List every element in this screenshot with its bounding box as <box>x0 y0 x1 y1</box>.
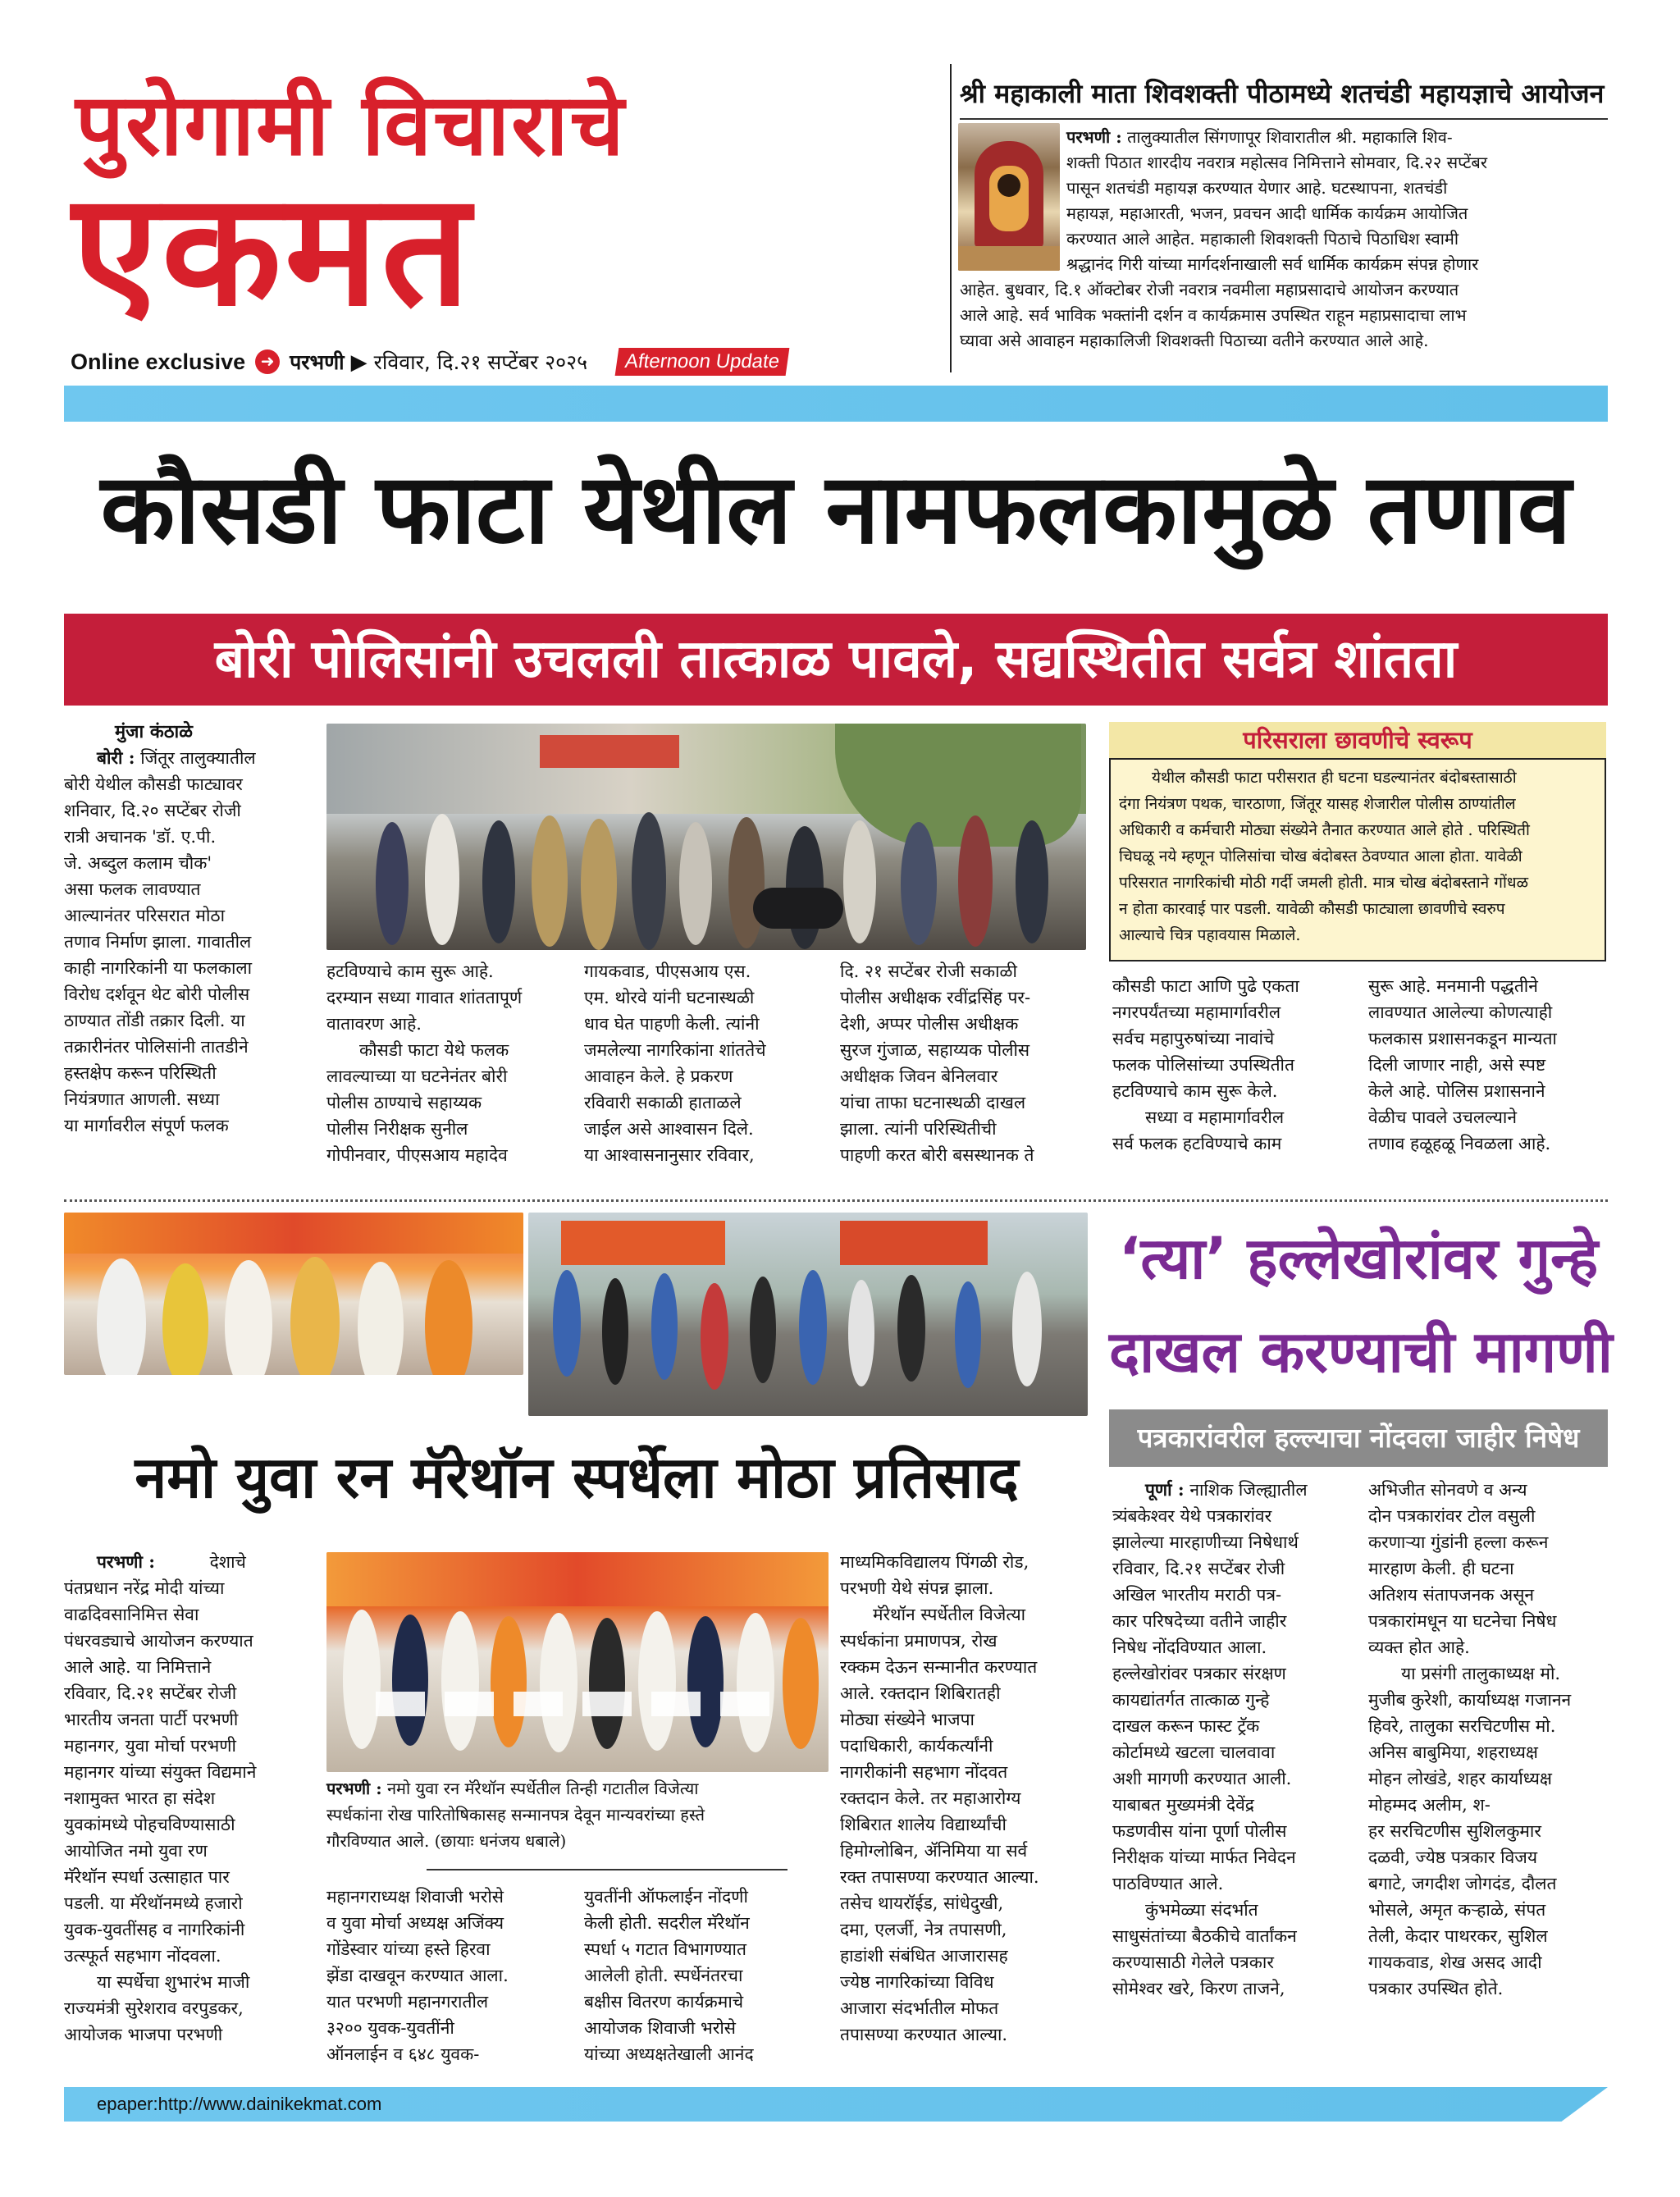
attack-col-2: अभिजीत सोनवणे व अन्य दोन पत्रकारांवर टोल वसुली करणाऱ्या गुंडांनी हल्ला करून मारहाण केली. ही घटना अतिशय संतापजनक असून पत्रकारांमधून या घटनेचा निषेध व्यक्त होत आहे. या प्रसंगी तालुकाध्यक्ष मो. मुजीब कुरेशी, कार्याध्यक्ष गजानन हिवरे, तालुका सरचिटणीस मो. अनिस बाबुमिया, शहराध्यक्ष मोहन लोखंडे, शहर कार्याध्यक्ष मोहम्मद अलीम, श- हर सरचिटणीस सुशिलकुमार दळवी, ज्येष्ठ पत्रकार विजय बगाटे, जगदीश जोगदंड, दौलत भोसले, अमृत कऱ्हाळे, संपत तेली, केदार पाथरकर, सुशिल गायकवाड, शेख असद आदी पत्रकार उपस्थित होते. <box>1368 1480 1572 1998</box>
play-icon: ▶ <box>350 349 368 374</box>
lead-col-1: बोरी : जिंतूर तालुक्यातील बोरी येथील कौसडी फाट्यावर शनिवार, दि.२० सप्टेंबर रोजी रात्री अचानक 'डॉ. ए.पी. जे. अब्दुल कलाम चौक' असा फलक लावण्यात आल्यानंतर परिसरात मोठा तणाव निर्माण झाला. गावातील काही नागरिकांनी या फलकाला विरोध दर्शवून थेट बोरी पोलीस ठाण्यात तोंडी तक्रार दिली. या तक्रारीनंतर पोलिसांनी तातडीने हस्तक्षेप करून परिस्थिती नियंत्रणात आणली. सध्या या मार्गावरील संपूर्ण फलक <box>64 747 256 1135</box>
lead-col-6: सुरू आहे. मनमानी पद्धतीने लावण्यात आलेल्या कोणत्याही फलकास प्रशासनकडून मान्यता दिली जाणार नाही, असे स्पष्ट केले आहे. पोलिस प्रशासनाने वेळीच पावले उचलल्याने तणाव हळूहळू निवळला आहे. <box>1368 976 1557 1153</box>
prize-distribution-photo <box>326 1552 829 1772</box>
masthead-logo: एकमत <box>72 159 473 340</box>
lamp-lighting-photo <box>64 1213 523 1375</box>
lead-byline: मुंजा कंठाळे <box>115 721 193 742</box>
top-story-headline: श्री महाकाली माता शिवशक्ती पीठामध्ये शतचंडी महायज्ञाचे आयोजन <box>960 78 1605 109</box>
caption-rule <box>427 1869 788 1870</box>
namo-col-4: माध्यमिकविद्यालय पिंगळी रोड, परभणी येथे संपन्न झाला. मॅरेथॉन स्पर्धेतील विजेत्या स्पर्धकांना प्रमाणपत्र, रोख रक्कम देऊन सन्मानीत करण्यात आले. रक्तदान शिबिरातही मोठ्या संख्येने भाजपा पदाधिकारी, कार्यकर्त्यांनी नागरीकांनी सहभाग नोंदवत रक्तदान केले. तर महाआरोग्य शिबिरात शालेय विद्यार्थ्यांची हिमोग्लोबिन, ॲनिमिया या सर्व रक्त तपासण्या करण्यात आल्या. तसेच थायरॉईड, सांधेदुखी, दमा, एलर्जी, नेत्र तपासणी, हाडांशी संबंधित आजारासह ज्येष्ठ नागरिकांच्या विविध आजारा संदर्भातील मोफत तपासण्या करण्यात आल्या. <box>840 1552 1039 2044</box>
lead-dateline: बोरी : <box>97 747 135 768</box>
city-label: परभणी <box>290 350 345 374</box>
attack-dateline: पूर्णा : <box>1145 1479 1185 1500</box>
dateline-bar <box>71 345 928 379</box>
lead-col-5: कौसडी फाटा आणि पुढे एकता नगरपर्यंतच्या महामार्गावरील सर्वच महापुरुषांच्या नावांचे फलक पोलिसांच्या उपस्थितीत हटविण्याचे काम सुरू केले. सध्या व महामार्गावरील सर्व फलक हटविण्याचे काम <box>1112 976 1299 1153</box>
caption-dateline: परभणी : <box>326 1779 382 1798</box>
afternoon-update-badge: Afternoon Update <box>615 348 790 376</box>
top-story-rule <box>960 118 1608 120</box>
crowd-photo <box>326 724 1086 950</box>
prize-photo-caption: परभणी : नमो युवा रन मॅरेथॉन स्पर्धेतील तिन्ही गटातील विजेत्या स्पर्धकांना रोख पारितोषिकासह सन्मानपत्र देवून मान्यवरांच्या हस्ते गौरविण्यात आले. (छायाः धनंजय धबाले) <box>326 1779 705 1851</box>
namo-col-2: महानगराध्यक्ष शिवाजी भरोसे व युवा मोर्चा अध्यक्ष अजिंक्य गोंडेस्वार यांच्या हस्ते हिरवा झेंडा दाखवून करण्यात आला. यात परभणी महानगरातील ३२०० युवक-युवतींनी ऑनलाईन व ६४८ युवक- <box>326 1887 509 2064</box>
edition-date: रविवार, दि.२१ सप्टेंबर २०२५ <box>373 350 588 374</box>
lead-col-4: दि. २१ सप्टेंबर रोजी सकाळी पोलीस अधीक्षक रवींद्रसिंह पर- देशी, अप्पर पोलीस अधीक्षक सुरज गुंजाळ, सहाय्यक पोलीस अधीक्षक जिवन बेनिलवार यांचा ताफा घटनास्थळी दाखल झाला. त्यांनी परिस्थितीची पाहणी करत बोरी बसस्थानक ते <box>840 961 1034 1165</box>
namo-col-1: परभणी : देशाचे पंतप्रधान नरेंद्र मोदी यांच्या वाढदिवसानिमित्त सेवा पंधरवड्याचे आयोजन करण्यात आले आहे. या निमित्ताने रविवार, दि.२१ सप्टेंबर रोजी भारतीय जनता पार्टी परभणी महानगर, युवा मोर्चा परभणी महानगर यांच्या संयुक्त विद्यमाने नशामुक्त भारत हा संदेश युवकांमध्ये पोहचविण्यासाठी आयोजित नमो युवा रण मॅरेथॉन स्पर्धा उत्साहात पार पडली. या मॅरेथॉनमध्ये हजारो युवक-युवतींसह व नागरिकांनी उत्स्फूर्त सहभाग नोंदवला. या स्पर्धेचा शुभारंभ माजी राज्यमंत्री सुरेशराव वरपुडकर, आयोजक भाजपा परभणी <box>64 1551 257 2044</box>
top-blue-band <box>64 386 1608 422</box>
epaper-url[interactable]: epaper:http://www.dainikekmat.com <box>97 2094 382 2114</box>
attack-headline-1: ‘त्या’ हल्लेखोरांवर गुन्हे <box>1118 1225 1599 1292</box>
top-story-body-wide: आहेत. बुधवार, दि.१ ऑक्टोबर रोजी नवरात्र नवमीला महाप्रसादाचे आयोजन करण्यात आले आहे. सर्व भाविक भक्तांनी दर्शन व कार्यक्रमास उपस्थित राहून महाप्रसादाचा लाभ घ्यावा असे आवाहन महाकालिजी शिवशक्ती पिठाच्या वतीने करण्यात आले आहे. <box>960 280 1467 350</box>
online-exclusive-label: Online exclusive <box>71 349 246 374</box>
temple-photo <box>958 123 1060 271</box>
attack-subhead: पत्रकारांवरील हल्ल्याचा नोंदवला जाहीर निषेध <box>1137 1422 1580 1454</box>
camp-box-body: येथील कौसडी फाटा परीसरात ही घटना घडल्यानंतर बंदोबस्तासाठी दंगा नियंत्रण पथक, चारठाणा, जिंतूर यासह शेजारील पोलीस ठाण्यांतील अधिकारी व कर्मचारी मोठ्या संख्येने तैनात करण्यात आले होते . परिस्थिती चिघळू नये म्हणून पोलिसांचा चोख बंदोबस्त ठेवण्यात आला होता. यावेळी परिसरात नागरिकांची मोठी गर्दी जमली होती. मात्र चोख बंदोबस्ताने गोंधळ न होता कारवाई पार पडली. यावेळी कौसडी फाट्याला छावणीचे स्वरुप आल्याचे चित्र पहावयास मिळाले. <box>1119 769 1530 944</box>
namo-col-3: युवतींनी ऑफलाईन नोंदणी केली होती. सदरील मॅरेथॉन स्पर्धा ५ गटात विभागण्यात आलेली होती. स्पर्धेनंतरचा बक्षीस वितरण कार्यक्रमाचे आयोजक शिवाजी भरोसे यांच्या अध्यक्षतेखाली आनंद <box>584 1887 754 2064</box>
namo-headline: नमो युवा रन मॅरेथॉन स्पर्धेला मोठा प्रतिसाद <box>135 1444 1019 1511</box>
masthead-tagline: पुरोगामी विचाराचे <box>75 75 626 175</box>
top-story-dateline: परभणी : <box>1066 127 1122 147</box>
namo-dateline: परभणी : <box>97 1551 155 1572</box>
attack-col-1: पूर्णा : नाशिक जिल्ह्यातील त्र्यंबकेश्वर येथे पत्रकारांवर झालेल्या मारहाणीच्या निषेधार्थ रविवार, दि.२१ सप्टेंबर रोजी अखिल भारतीय मराठी पत्र- कार परिषदेच्या वतीने जाहीर निषेध नोंदविण्यात आला. हल्लेखोरांवर पत्रकार संरक्षण कायद्यांतर्गत तात्काळ गुन्हे दाखल करून फास्ट ट्रॅक कोर्टामध्ये खटला चालवावा अशी मागणी करण्यात आली. याबाबत मुख्यमंत्री देवेंद्र फडणवीस यांना पूर्णा पोलीस निरीक्षक यांच्या मार्फत निवेदन पाठविण्यात आले. कुंभमेळ्या संदर्भात साधुसंतांच्या बैठकीचे वार्तांकन करण्यासाठी गेलेले पत्रकार सोमेश्वर खरे, किरण ताजने, <box>1112 1479 1308 1998</box>
lead-subhead: बोरी पोलिसांनी उचलली तात्काळ पावले, सद्यस्थितीत सर्वत्र शांतता <box>214 629 1458 690</box>
top-story-body: परभणी : तालुक्यातील सिंगणापूर शिवारातील श्री. महाकालि शिव- शक्ती पिठात शारदीय नवरात्र महोत्सव निमित्ताने सोमवार, दि.२२ सप्टेंबर पासून शतचंडी महायज्ञ करण्यात येणार आहे. घटस्थापना, शतचंडी महायज्ञ, महाआरती, भजन, प्रवचन आदी धार्मिक कार्यक्रम आयोजित करण्यात आले आहेत. महाकाली शिवशक्ती पिठाचे पिठाधिश स्वामी श्रद्धानंद गिरी यांच्या मार्गदर्शनाखाली सर्व धार्मिक कार्यक्रम संपन्न होणार <box>1066 127 1488 274</box>
lead-col-3: गायकवाड, पीएसआय एस. एम. थोरवे यांनी घटनास्थळी धाव घेत पाहणी केली. त्यांनी जमलेल्या नागरिकांना शांततेचे आवाहन केले. हे प्रकरण रविवारी सकाळी हाताळले जाईल असे आश्वासन दिले. या आश्वासनानुसार रविवार, <box>584 961 766 1165</box>
runners-photo <box>528 1213 1088 1416</box>
attack-headline-2: दाखल करण्याची मागणी <box>1109 1318 1613 1386</box>
lead-col-2: हटविण्याचे काम सुरू आहे. दरम्यान सध्या गावात शांततापूर्ण वातावरण आहे. कौसडी फाटा येथे फलक लावल्याच्या या घटनेनंतर बोरी पोलीस ठाण्याचे सहाय्यक पोलीस निरीक्षक सुनील गोपीनवार, पीएसआय महादेव <box>326 961 523 1165</box>
arrow-right-circle-icon: ➜ <box>255 349 280 374</box>
section-divider <box>64 1199 1608 1202</box>
lead-headline: कौसडी फाटा येथील नामफलकामुळे तणाव <box>100 452 1572 565</box>
camp-box-title: परिसराला छावणीचे स्वरूप <box>1109 722 1606 760</box>
